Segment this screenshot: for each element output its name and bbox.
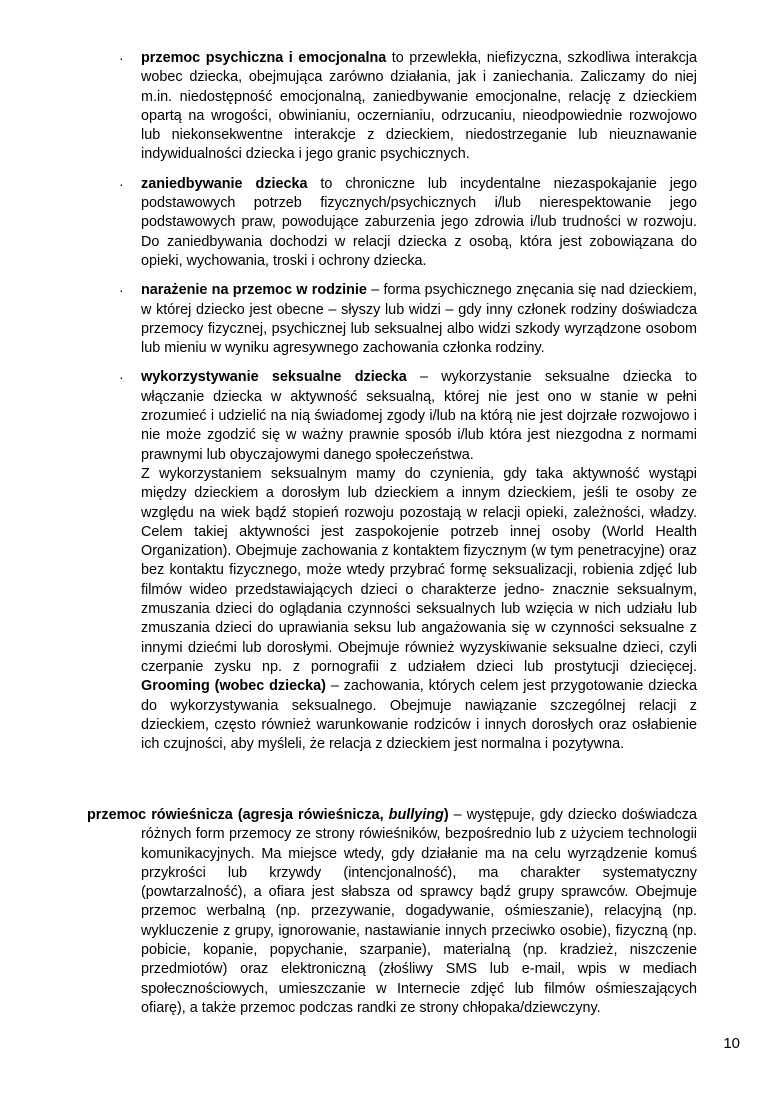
bullet-marker: · xyxy=(119,282,124,299)
sexual-exploitation-paragraph xyxy=(141,465,697,754)
term-sexual-exploitation: wykorzystywanie seksualne dziecka xyxy=(141,369,407,386)
term-child-neglect: zaniedbywanie dziecka xyxy=(141,175,308,192)
sexual-exploitation-continuation: Z wykorzystaniem seksualnym mamy do czynienia, gdy taka aktywność wystąpi między dzieckiem a dorosłym lub dzieckiem a innym dzieckiem, jeśli te osoby ze względu na wiek bądź stopień rozwoju pozostają w relacji opieki, zależności, władzy. Celem takiej aktywności jest zaspokojenie potrzeb innej osoby (World Health Organization). Obejmuje zachowania z kontaktem fizycznym (w tym penetracyjne) oraz bez kontaktu fizycznego, może wtedy przybrać formę seksualizacji, robienia zdjęć lub filmów wideo przedstawiających dzieci o charakterze jedno- znacznie seksualnym, zmuszania dzieci do oglądania czynności seksualnych lub wzięcia w nich udziału lub zmuszania dzieci do uprawiania seksu lub angażowania się w czynności seksualne z innymi dziećmi lub dorosłymi. Obejmuje również wyzyskiwanie seksualne dzieci, czyli czerpanie zysku np. z pornografii z udziałem dzieci lub prostytucji dziecięcej. xyxy=(141,465,697,675)
definition-sexual-exploitation: – wykorzystanie seksualne dziecka to włączanie dziecka w aktywność seksualną, której nie jest ono w stanie w pełni zrozumieć i udzielić na nią świadomej zgody i/lub na którą nie jest dojrzałe rozwojowo i nie może zgodzić się w ważny prawnie sposób i/lub która jest niezgodna z normami prawnymi lub obyczajowymi danego społeczeństwa. xyxy=(141,369,697,463)
list-item-exposure-to-domestic-violence xyxy=(119,281,697,358)
list-item-psychological-violence xyxy=(119,49,697,165)
list-item-child-neglect xyxy=(119,175,697,271)
term-bullying: bullying xyxy=(388,807,444,823)
peer-violence-paragraph xyxy=(87,806,697,1018)
bullet-marker: · xyxy=(119,50,124,66)
list-item-sexual-exploitation xyxy=(119,368,697,754)
bullet-marker: · xyxy=(119,369,124,386)
definition-child-neglect: to chroniczne lub incydentalne niezaspokajanie jego podstawowych potrzeb fizycznych/psychicznych i/lub nierespektowanie jego podstawowych praw, powodujące zaburzenia jego zdrowia i/lub trudności w rozwoju. Do zaniedbywania dochodzi w relacji dziecka z osobą, która jest zobowiązana do opieki, wychowania, troski i ochrony dziecka. xyxy=(141,175,697,269)
definition-peer-violence: – występuje, gdy dziecko doświadcza różnych form przemocy ze strony rówieśników, bezpośrednio lub z użyciem technologii komunikacyjnych. Ma miejsce wtedy, gdy działanie ma na celu wyrządzenie komuś przykrości lub krzywdy (intencjonalność), ma charakter systematyczny (powtarzalność), a ofiara jest słabsza od sprawcy bądź grupy sprawców. Obejmuje przemoc werbalną (np. przezywanie, dogadywanie, ośmieszanie), relacyjną (np. wykluczenie z grupy, ignorowanie, nastawianie innych przeciwko osobie), fizyczną (np. pobicie, kopanie, popychanie, szarpanie), materialną (np. kradzież, niszczenie przedmiotów) oraz elektroniczną (złośliwy SMS lub e-mail, wpis w mediach społecznościowych, umieszczanie w Internecie zdjęć lub filmów ośmieszających ofiarę), a także przemoc podczas randki ze strony chłopaka/dziewczyny. xyxy=(141,807,697,1016)
term-grooming: Grooming (wobec dziecka) xyxy=(141,678,326,695)
term-exposure-to-domestic-violence: narażenie na przemoc w rodzinie xyxy=(141,282,367,299)
definition-exposure-to-domestic-violence: – forma psychicznego znęcania się nad dzieckiem, w której dziecko jest obecne – słyszy lub widzi – gdy inny członek rodziny doświadcza przemocy fizycznej, psychicznej lub seksualnej albo widzi szkody wyrządzone osobom lub mieniu w wyniku agresywnego zachowania członka rodziny. xyxy=(141,282,697,357)
term-peer-violence-end: ) xyxy=(443,807,449,823)
bullet-marker: · xyxy=(119,175,124,192)
term-peer-violence: przemoc rówieśnicza (agresja rówieśnicza, xyxy=(87,807,389,823)
definition-grooming: – zachowania, których celem jest przygotowanie dziecka do wykorzystywania seksualnego. Obejmuje nawiązanie szczególnej relacji z dzieckiem, często również warunkowanie rodziców i innych dorosłych oraz osłabienie ich czujności, aby myśleli, że relacja z dzieckiem jest normalna i pozytywna. xyxy=(141,678,697,753)
page-number: 10 xyxy=(723,1035,740,1052)
definitions-list xyxy=(119,49,697,764)
definition-psychological-violence: to przewlekła, niefizyczna, szkodliwa interakcja wobec dziecka, obejmująca zarówno działania, jak i zaniechania. Zaliczamy do niej m.in. niedostępność emocjonalną, zaniedbywanie emocjonalne, relację z dzieckiem opartą na wrogości, obwinianiu, oczernianiu, odrzucaniu, nieodpowiednie rozwojowo lub niekonsekwentne interakcje z dzieckiem, niedostrzeganie lub nieuznawanie indywidualności dziecka i jego granic psychicznych. xyxy=(141,50,697,163)
term-psychological-violence: przemoc psychiczna i emocjonalna xyxy=(141,50,387,66)
